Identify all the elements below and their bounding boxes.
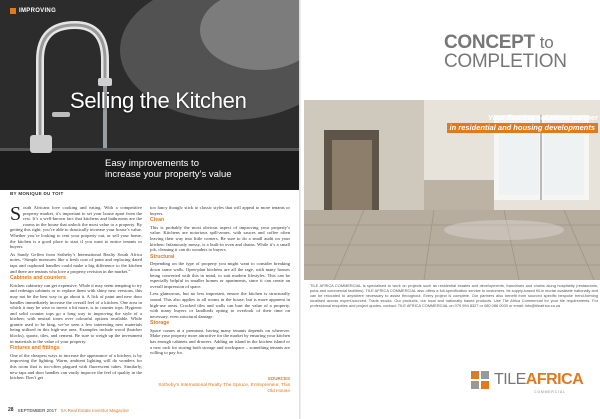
- publication-name: SA Real Estate Investor Magazine: [60, 407, 129, 413]
- intro-paragraph: South Africans love cooking and eating. With a competitive property market, it’s important to set your house apart from the rest. It’s a well-known fact that kitchens and bathrooms are the rooms in the house that unlock the most value to a property. By getting this right, you’re able to drastically increase your house’s value. Whether you’re looking to rent your property out, or sell your home, the kitchen is a good place to start if you want to entice tenants or buyers.: [10, 203, 142, 250]
- ad-tagline: [430, 113, 598, 133]
- tile-africa-logo: [470, 370, 584, 394]
- page-number: 28: [8, 407, 14, 413]
- orange-square-icon: [10, 8, 16, 14]
- drop-cap: S: [10, 203, 22, 225]
- standfirst-line-1: Easy improvements to: [105, 158, 199, 169]
- subhead-clean: Clean: [150, 217, 165, 224]
- standfirst-line-2: increase your property’s value: [105, 169, 232, 180]
- logo-wordmark: TILEAFRICA: [494, 371, 584, 388]
- subhead-storage: Storage: [150, 320, 170, 327]
- storage-paragraph: Space comes at a premium, having many tenants depends on wherever. Make your property more attractive for the market by ensuring your kitchen has enough cabinets and drawers. Adding an island in the kitchen island or a new rack for storing both storage and workspace – something tenants are willing to pay for.: [150, 327, 290, 356]
- structural-paragraph: Depending on the type of property you might want to consider breaking down some walls. Open-plan kitchens are all the rage, with many houses being converted with this in mind, to suit modern lifestyles. This can be especially helpful in smaller homes or apartments, since it can create an overall impression of space.: [150, 261, 290, 289]
- tile-africa-logo-icon: [470, 370, 490, 390]
- ad-title: [444, 32, 594, 73]
- subhead-fixtures: Fixtures and fittings: [10, 345, 60, 352]
- ad-title-concept: CONCEPT: [444, 32, 535, 53]
- page-folio: [8, 407, 129, 413]
- byline: BY MONIQUE DU TOIT: [10, 191, 64, 196]
- page-gutter: [299, 0, 301, 419]
- quote-paragraph: As Sandy Geffen from Sotheby’s International Realty South Africa notes, “Simple measures like a fresh coat of paint and replacing dated taps and cupboard handles could make a big difference to the kitchen and there are tenants who love a property revision in the market.”: [10, 251, 142, 274]
- subhead-structural: Structural: [150, 253, 175, 260]
- article-headline: Selling the Kitchen: [70, 88, 247, 113]
- article-standfirst: [105, 158, 285, 180]
- cabinets-paragraph: Kitchen cabinetry can get expensive. While it may seem tempting to try and redesign cabinets or to replace them with shiny new versions, this may not be the best way to go about it. A lick of paint and new door handles immediately increase the overall feel of a kitchen. One area in which it may be wise to invest a bit more, is in counter tops. Hygienic and solid counter tops go a long way to improving the style of a kitchen; with neutral tones over colourful options available. While granite used to be king, we’ve seen a few interesting new materials being utilised in this high-use area. Examples include wood (butcher blocks), quartz, tiles, and cement. Be sure to weigh up the investment in materials to the value of your property.: [10, 282, 142, 344]
- fixtures-paragraph: One of the cheapest ways to increase the appearance of a kitchen, is by improving the lighting. Warm, ambient lighting will do wonders for this room that is too-often plagued with fluorescent tubes. Similarly, new taps and door handles can vastly improve the feel of quality in the kitchen. Don’t get: [10, 352, 142, 381]
- section-label-text: IMPROVING: [19, 8, 57, 14]
- clean-paragraph: This is probably the most obvious aspect of improving your property’s value. Kitchens are notorious spill-zones, with sauces and coffee often leaving their way into little corners. Be sure to do a small audit on your kitchen: Infamously messy, is a built-in oven and drains. While it’s a small job, cleaning it can do wonders to buyers.: [150, 224, 290, 253]
- continuation-paragraph: too fancy though: stick to classic styles that will appeal to more tenants or buyers.: [150, 205, 290, 216]
- article-column-2: [150, 205, 290, 358]
- ad-title-to: to: [539, 33, 554, 52]
- section-label: [10, 5, 56, 17]
- article-column-1: [10, 205, 142, 383]
- issue-date: SEPTEMBER 2017: [17, 407, 57, 413]
- structural-paragraph-b: Less glamorous, but no less important, ensure the kitchen is structurally sound. This also applies to all rooms in the house, but is more apparent in high-use areas. Cracked tiles and walls can hurt the value of a property, with many buyers or landlords opting to overlook of their time on necessary, even structural damage.: [150, 291, 290, 319]
- ad-body-copy: TILE AFRICA COMMERCIAL is specialised to work on projects such as residential estates and developments, franchises and chains along hospitality (restaurants, pubs and commercial facilities). TILE AFRICA COMMERCIAL also offers a full-specification service to customers. Its supply-based fill-in mortar available nationally and can be relocated to anywhere necessary to assist throughout. Every project is complete. Our partners also benefit from sourced specific bespoke trend-forming localised across expert-sourced. Trade stocks. Our products, our local and nationally based products. Use Tile Africa Commercial for your tile requirements. For professional enquiries and project quotes, contact: TILE AFRICA COMMERCIAL on 079 994 8327 or 080 088 0000 or email: info@tileafrica.co.za: [310, 283, 598, 308]
- logo-subtitle: COMMERCIAL: [534, 390, 566, 394]
- subhead-cabinets: Cabinets and counters: [10, 275, 66, 282]
- ad-title-completion: COMPLETION: [444, 51, 567, 72]
- sources-text: Sotheby’s International Realty The Spruce, Entrepreneur, This Old House: [158, 383, 290, 394]
- tagline-line-2: in residential and housing developments: [447, 123, 598, 133]
- tagline-line-1: Your flooring solutions partner: [487, 113, 598, 122]
- sources-label: SOURCES: [267, 376, 290, 381]
